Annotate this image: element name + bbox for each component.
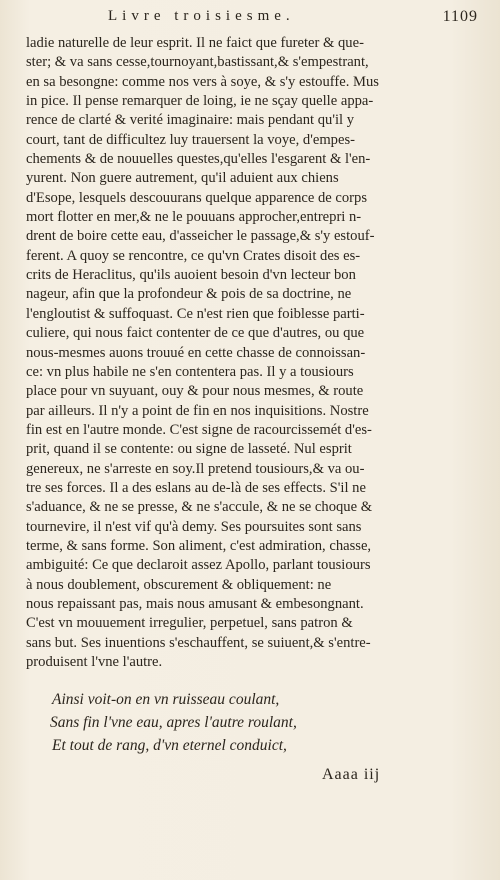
running-head: Livre troisiesme.: [108, 8, 295, 24]
text-line: rence de clarté & verité imaginaire: mais pendant qu'il y: [26, 112, 355, 129]
text-line: par ailleurs. Il n'y a point de fin en nos inquisitions. Nostre: [26, 402, 369, 419]
text-line: ce: vn plus habile ne s'en contentera pas. Il y a tousiours: [26, 363, 354, 380]
text-line: l'engloutist & suffoquast. Ce n'est rien que foiblesse parti-: [26, 305, 365, 322]
text-line: mort flotter en mer,& ne le pouuans approcher,entrepri n-: [26, 209, 362, 226]
verse-line: Et tout de rang, d'vn eternel conduict,: [52, 737, 287, 754]
page-header: [108, 8, 478, 30]
text-line: tournevire, il n'est vif qu'à demy. Ses poursuites sont sans: [26, 518, 362, 535]
text-line: crits de Heraclitus, qu'ils auoient besoin d'vn lecteur bon: [26, 267, 356, 284]
text-line: prit, quand il se contente: ou signe de lasseté. Nul esprit: [26, 441, 352, 458]
text-line: ster; & va sans cesse,tournoyant,bastissant,& s'empestrant,: [26, 54, 369, 71]
text-line: tre ses forces. Il a des eslans au de-là de ses effects. S'il ne: [26, 479, 366, 496]
text-line: en sa besongne: comme nos vers à soye, & s'y estouffe. Mus: [26, 73, 379, 90]
text-line: ambiguité: Ce que declaroit assez Apollo, parlant tousiours: [26, 557, 371, 574]
text-line: nous repaissant pas, mais nous amusant & embesongnant.: [26, 595, 364, 612]
text-line: nageur, afin que la profondeur & pois de sa doctrine, ne: [26, 286, 352, 303]
text-line: C'est vn mouuement irregulier, perpetuel, sans patron &: [26, 615, 353, 632]
text-line: produisent l'vne l'autre.: [26, 654, 163, 670]
text-line: in pice. Il pense remarquer de loing, ie ne sçay quelle appa-: [26, 93, 374, 110]
text-line: d'Esope, lesquels descouurans quelque apparence de corps: [26, 189, 368, 206]
text-line: culiere, qui nous faict contenter de ce que d'autres, ou que: [26, 325, 365, 342]
text-line: ladie naturelle de leur esprit. Il ne faict que fureter & que-: [26, 35, 364, 51]
text-line: à nous doublement, obscurement & obliquement: ne: [26, 576, 332, 593]
text-line: terme, & sans forme. Son aliment, c'est admiration, chasse,: [26, 537, 372, 554]
text-line: yurent. Non guere autrement, qu'il aduient aux chiens: [26, 170, 339, 187]
text-line: drent de boire cette eau, d'asseicher le passage,& s'y estouf-: [26, 228, 375, 245]
text-line: ferent. A quoy se rencontre, ce qu'vn Crates disoit des es-: [26, 247, 361, 264]
verse-quote: [50, 688, 430, 757]
signature-mark: Aaaa iij: [322, 766, 381, 783]
text-line: place pour vn suyuant, ouy & pour nous mesmes, & route: [26, 383, 364, 400]
text-line: nous-mesmes auons trouué en cette chasse de connoissan-: [26, 344, 366, 361]
page-number: 1109: [442, 8, 478, 25]
verse-line: Ainsi voit-on en vn ruisseau coulant,: [52, 691, 280, 708]
text-line: s'aduance, & ne se presse, & ne s'accule, & ne se choque &: [26, 499, 373, 516]
verse-line: Sans fin l'vne eau, apres l'autre roulant,: [50, 714, 297, 731]
text-line: sans but. Ses inuentions s'eschauffent, se suiuent,& s'entre-: [26, 634, 371, 651]
body-text: [26, 34, 456, 672]
text-line: chements & de nouuelles questes,qu'elles l'esgarent & l'en-: [26, 151, 371, 168]
text-line: court, tant de difficultez luy trauersent la voye, d'empes-: [26, 131, 355, 148]
text-line: genereux, ne s'arreste en soy.Il pretend tousiours,& va ou-: [26, 460, 365, 477]
text-line: fin est en l'autre monde. C'est signe de racourcissemét d'es-: [26, 421, 372, 438]
